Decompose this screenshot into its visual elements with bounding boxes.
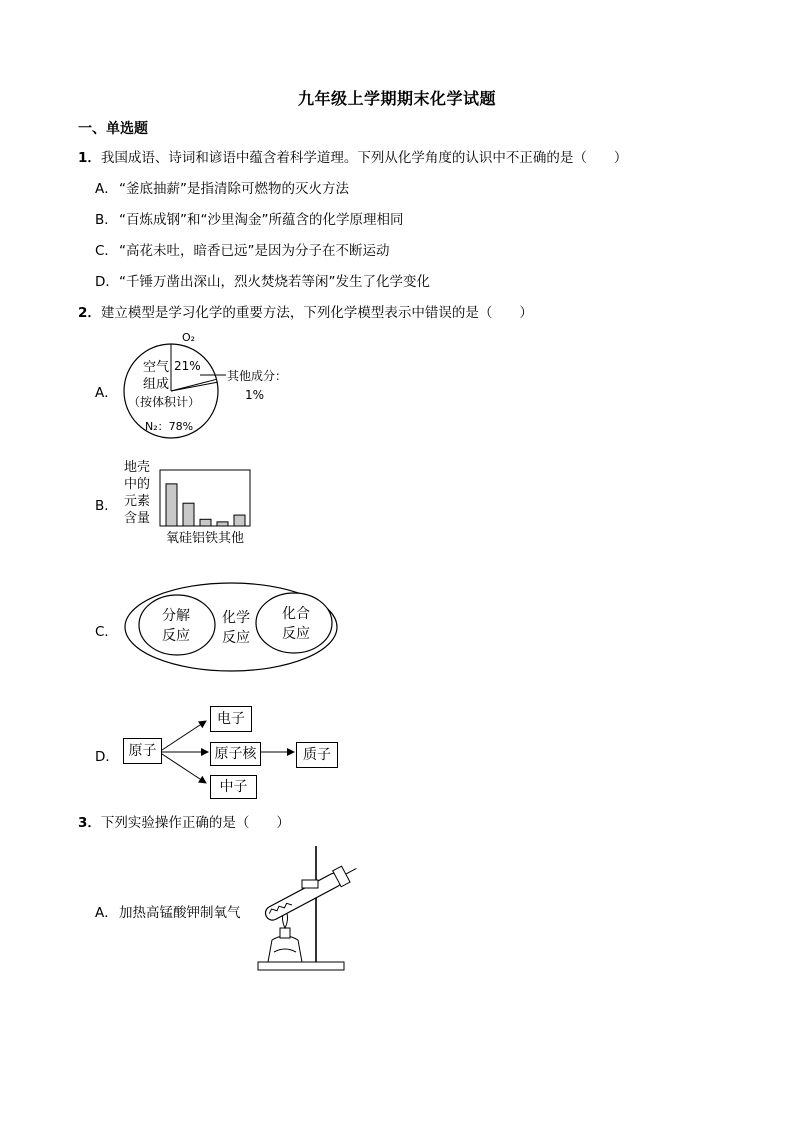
chemical-line2: 反应 [222,630,250,646]
decomposition-ellipse [139,595,215,655]
option-text: “千锤万凿出深山，烈火焚烧若等闲”发生了化学变化 [119,274,430,290]
combination-line2: 反应 [282,626,310,642]
reaction-types-diagram [120,580,342,684]
option-text: “高花未吐，暗香已远”是因为分子在不断运动 [119,243,390,259]
question-1-stem [78,146,627,166]
question-number: 1． [78,150,101,166]
exam-title: 九年级上学期期末化学试题 [297,89,496,108]
question-text: 建立模型是学习化学的重要方法，下列化学模型表示中错误的是（ ） [100,305,533,321]
option-letter: A． [95,385,118,401]
other-label: 其他成分： [227,369,288,383]
question-2-option-a [95,381,119,401]
question-3-stem [78,811,290,831]
question-text: 下列实验操作正确的是（ ） [100,815,290,831]
question-2-option-b [95,494,119,514]
question-1-option-a [95,177,349,197]
heating-apparatus-illustration [250,842,368,974]
stand-base [258,962,344,970]
neutron-box: 中子 [210,775,257,799]
bar-其他 [234,515,245,526]
bar-铁 [217,522,228,526]
other-percent: 1% [245,388,265,402]
atom-box: 原子 [123,738,162,764]
question-2-option-c [95,620,119,640]
option-letter: C． [95,243,118,259]
question-number: 2． [78,305,101,321]
bar-硅 [183,503,194,526]
test-tube-group [262,861,361,925]
question-1-option-d [95,270,430,290]
delivery-tube [346,868,357,874]
bar-svg [122,457,262,549]
combination-line1: 化合 [282,606,310,622]
apparatus-svg [250,842,368,974]
bar-氧 [166,484,177,526]
option-letter: D． [95,274,119,290]
decomposition-line1: 分解 [162,608,190,624]
bar-ylabel-line3: 元素 [124,494,151,509]
lamp-wick-holder [280,928,290,938]
n2-label: N₂：78% [145,420,194,433]
bar-ylabel-line1: 地壳 [124,460,151,475]
question-text: 我国成语、诗词和谚语中蕴含着科学道理。下列从化学角度的认识中不正确的是（ ） [100,150,628,166]
option-letter: B． [95,498,118,514]
chemical-line1: 化学 [222,610,250,626]
o2-percent: 21% [174,359,201,373]
stand-clamp [302,880,318,888]
bar-铝 [200,519,211,526]
question-3-option-a [95,901,241,921]
question-2-stem [78,301,533,321]
option-letter: A． [95,181,118,197]
arrow-to-neutron [162,754,206,783]
pie-center-line1: 空气 [143,360,170,375]
option-letter: B． [95,212,118,228]
combination-ellipse [256,593,332,653]
pie-center-line3: （按体积计） [128,395,201,409]
section-heading: 一、单选题 [78,121,148,137]
bar-ylabel-line4: 含量 [124,511,151,526]
pie-svg [118,326,298,442]
option-letter: A． [95,905,118,921]
bar-ylabel-line2: 中的 [124,477,151,492]
proton-box: 质子 [296,742,338,768]
option-text: “百炼成钢”和“沙里淘金”所蕴含的化学原理相同 [119,212,404,228]
option-text: “釜底抽薪”是指清除可燃物的灭火方法 [119,181,349,197]
electron-box: 电子 [210,706,252,732]
option-letter: D． [95,749,119,765]
reaction-svg [120,580,342,684]
option-letter: C． [95,624,118,640]
option-text: 加热高锰酸钾制氧气 [119,905,241,921]
air-composition-pie [118,326,298,442]
pie-center-line2: 组成 [143,377,170,392]
question-1-option-c [95,239,390,259]
atom-structure-diagram [120,702,345,802]
o2-label: O₂ [182,331,196,344]
arrow-to-electron [162,721,206,750]
test-tube [263,871,344,923]
bar-xlabels: 氧硅铝铁其他 [166,531,245,546]
question-2-option-d [95,745,119,765]
nucleus-box: 原子核 [210,742,261,766]
question-number: 3． [78,815,101,831]
decomposition-line2: 反应 [162,628,190,644]
question-1-option-b [95,208,403,228]
crust-elements-bar-chart [122,457,262,549]
